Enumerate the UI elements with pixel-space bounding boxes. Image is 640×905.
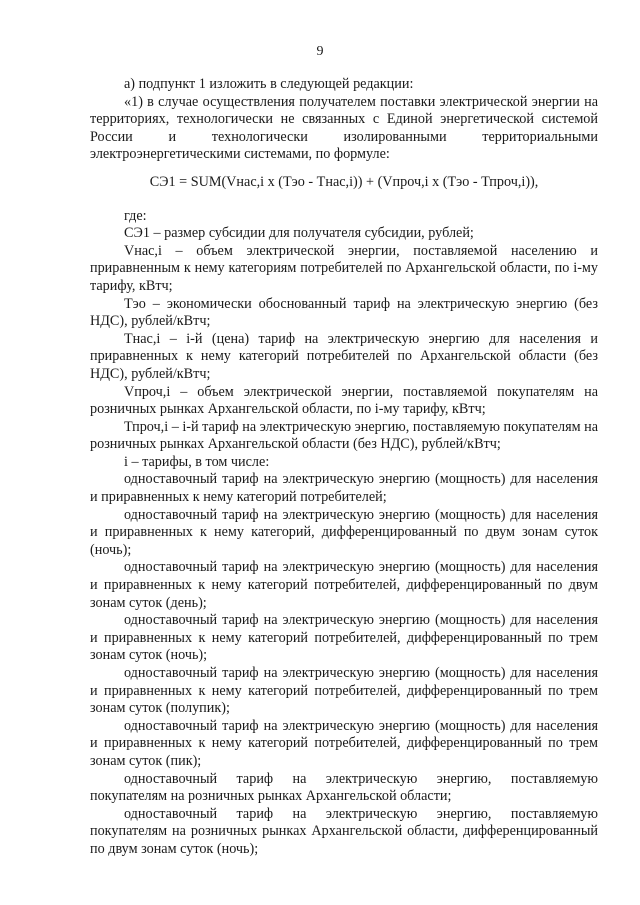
tariff-item: одноставочный тариф на электрическую энергию (мощность) для населения и приравненных к нему категорий потребителей, дифференцированный по трем зонам суток (пик); — [90, 717, 598, 769]
paragraph-where: где: — [124, 207, 147, 224]
document-body — [90, 76, 598, 859]
paragraph-subpoint-1: «1) в случае осуществления получателем поставки электрической энергии на территориях, технологически не связанных с Единой энергетической системой России и технологически изолированными территориальными электроэнергетическими системами, по формуле: — [90, 93, 598, 163]
definition-t-proch: Тпроч,i – i-й тариф на электрическую энергию, поставляемую покупателям на розничных рынках Архангельской области (без НДС), рублей/кВтч; — [90, 418, 599, 453]
tariff-item: одноставочный тариф на электрическую энергию, поставляемую покупателям на розничных рынках Архангельской области; — [90, 770, 598, 805]
page-number: 9 — [316, 44, 324, 59]
tariff-item: одноставочный тариф на электрическую энергию (мощность) для населения и приравненных к нему категорий потребителей; — [90, 471, 598, 506]
definition-i-tariffs: i – тарифы, в том числе: — [124, 453, 270, 470]
subsidy-formula: СЭ1 = SUM(Vнас,i x (Тэо - Тнас,i)) + (Vпроч,i x (Тэо - Тпроч,i)), — [149, 173, 539, 190]
definition-v-proch: Vпроч,i – объем электрической энергии, поставляемой покупателям на розничных рынках Архангельской области, по i-му тарифу, кВтч; — [90, 383, 598, 418]
definition-t-nas: Тнас,i – i-й (цена) тариф на электрическую энергию для населения и приравненных к нему категорий потребителей по Архангельской области (без НДС), рублей/кВтч; — [90, 330, 598, 382]
definition-se1: СЭ1 – размер субсидии для получателя субсидии, рублей; — [124, 225, 474, 242]
definition-t-eo: Тэо – экономически обоснованный тариф на электрическую энергию (без НДС), рублей/кВтч; — [90, 295, 598, 330]
tariff-item: одноставочный тариф на электрическую энергию (мощность) для населения и приравненных к нему категорий, дифференцированный по двум зонам суток (ночь); — [90, 506, 598, 558]
tariff-item: одноставочный тариф на электрическую энергию (мощность) для населения и приравненных к нему категорий потребителей, дифференцированный по двум зонам суток (день); — [90, 559, 598, 611]
tariff-item: одноставочный тариф на электрическую энергию, поставляемую покупателям на розничных рынках Архангельской области, дифференцированный по двум зонам суток (ночь); — [90, 805, 598, 857]
tariff-item: одноставочный тариф на электрическую энергию (мощность) для населения и приравненных к нему категорий потребителей, дифференцированный по трем зонам суток (полупик); — [90, 665, 598, 717]
paragraph-amendment-intro: а) подпункт 1 изложить в следующей редакции: — [124, 76, 414, 92]
definition-v-nas: Vнас,i – объем электрической энергии, поставляемой населению и приравненным к нему категориям потребителей по Архангельской области, по i-му тарифу, кВтч; — [90, 242, 598, 294]
tariff-item: одноставочный тариф на электрическую энергию (мощность) для населения и приравненных к нему категорий потребителей, дифференцированный по трем зонам суток (ночь); — [90, 612, 598, 664]
